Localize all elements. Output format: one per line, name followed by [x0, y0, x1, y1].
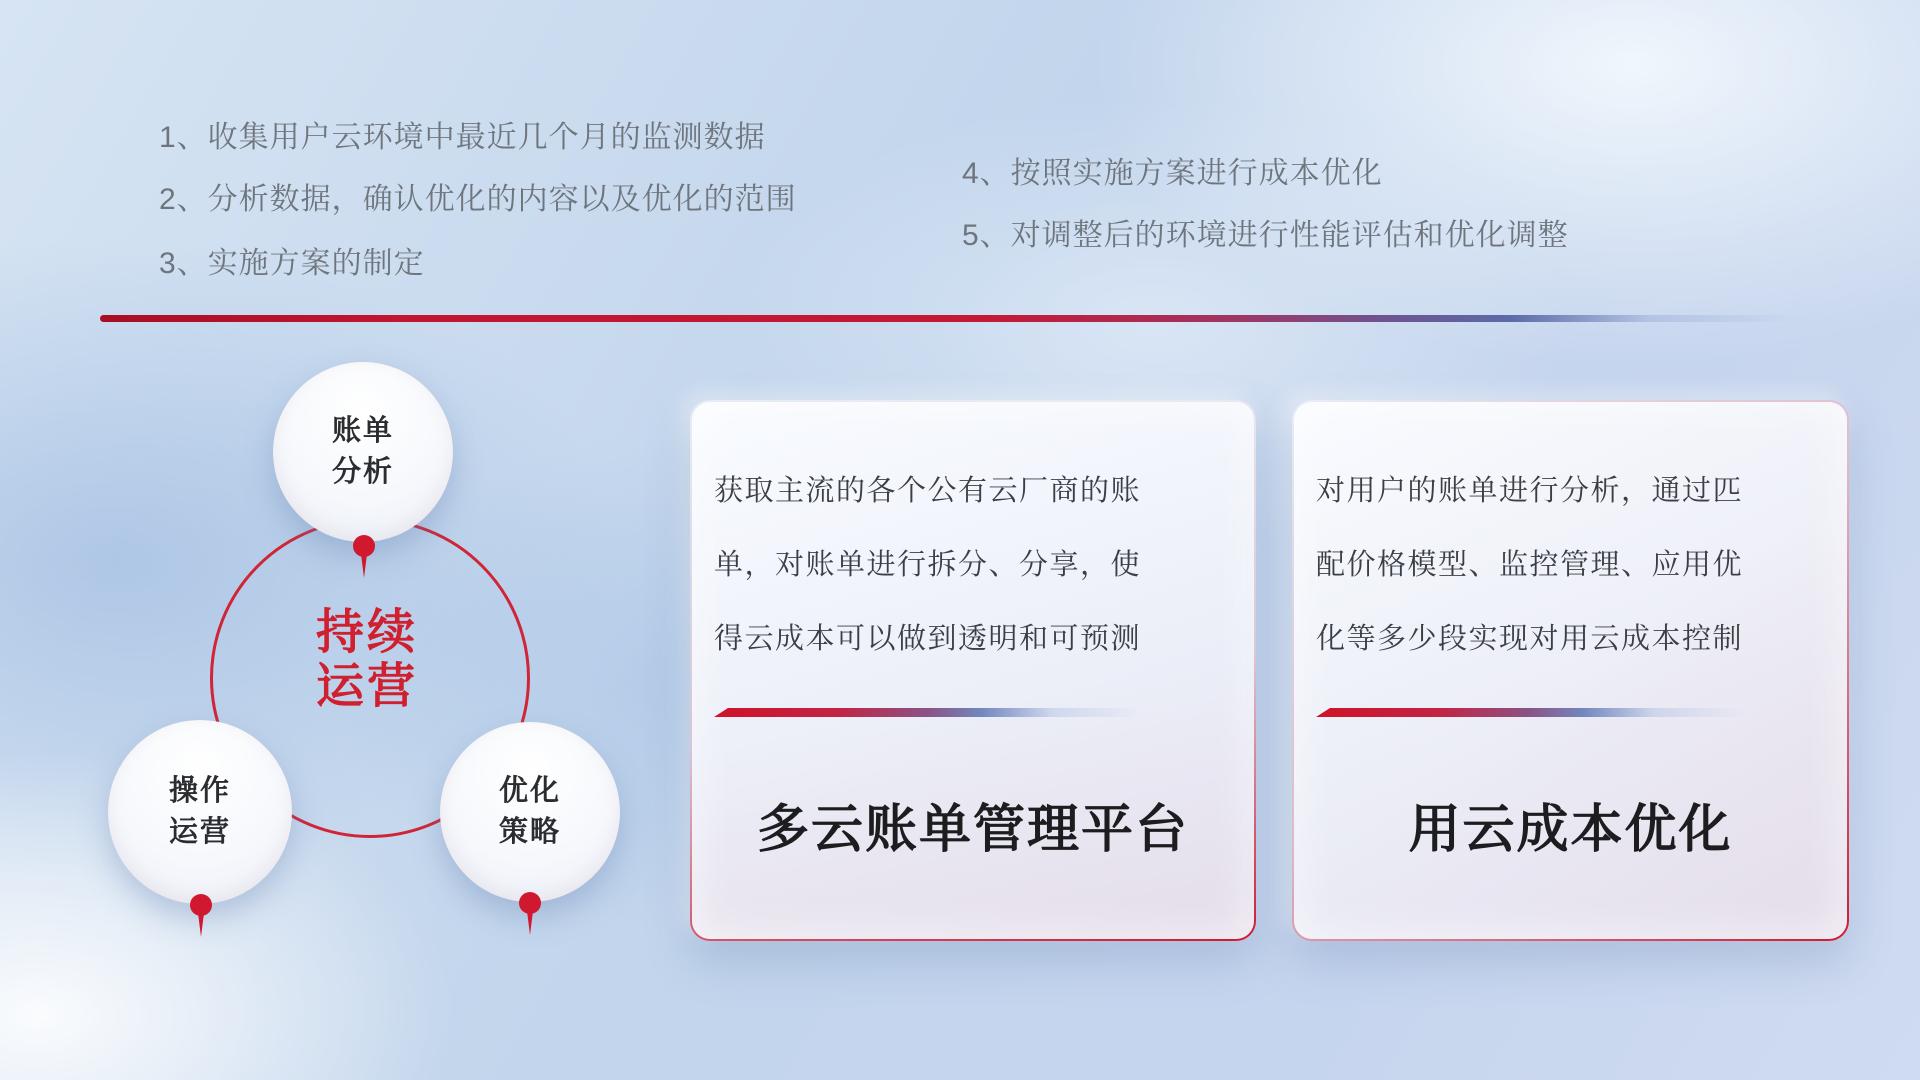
node-bill-analysis-line1: 账单 [331, 415, 394, 447]
node-bill-analysis [273, 362, 453, 542]
card-cost-body-line3: 化等多少段实现对用云成本控制 [1316, 623, 1744, 655]
cycle-center-label [247, 606, 487, 714]
node-operation-line2: 运营 [168, 816, 231, 848]
pointer-dot-icon [190, 894, 212, 916]
card-cost-body-line2: 配价格模型、监控管理、应用优 [1316, 549, 1744, 581]
step-item-3: 3、实施方案的制定 [159, 247, 425, 280]
card-billing-platform-title: 多云账单管理平台 [756, 801, 1189, 859]
card-divider [714, 708, 1159, 717]
card-cost-body-line1: 对用户的账单进行分析，通过匹 [1316, 475, 1744, 507]
cycle-center-line2: 运营 [315, 660, 418, 713]
card-billing-body-line2: 单，对账单进行拆分、分享，使 [714, 549, 1142, 581]
step-item-1: 1、收集用户云环境中最近几个月的监测数据 [159, 121, 766, 154]
cycle-center-line1: 持续 [315, 606, 418, 659]
step-item-4: 4、按照实施方案进行成本优化 [962, 157, 1383, 190]
step-item-2: 2、分析数据，确认优化的内容以及优化的范围 [159, 183, 797, 216]
node-bill-analysis-line2: 分析 [331, 456, 394, 488]
card-billing-platform [690, 400, 1256, 941]
node-operation-line1: 操作 [168, 775, 231, 807]
card-billing-body-line3: 得云成本可以做到透明和可预测 [714, 623, 1142, 655]
pointer-dot-icon [519, 892, 541, 914]
step-item-5: 5、对调整后的环境进行性能评估和优化调整 [962, 219, 1569, 252]
node-strategy-line1: 优化 [498, 775, 561, 807]
card-cost-optimization [1292, 400, 1849, 941]
node-operation [108, 720, 292, 904]
card-billing-platform-body [714, 454, 1234, 676]
pointer-dot-icon [353, 535, 375, 557]
card-cost-optimization-body [1316, 454, 1827, 676]
card-cost-optimization-title: 用云成本优化 [1408, 801, 1733, 859]
node-strategy [440, 722, 620, 902]
node-strategy-line2: 策略 [498, 816, 561, 848]
card-divider [1316, 708, 1761, 717]
card-billing-body-line1: 获取主流的各个公有云厂商的账 [714, 475, 1142, 507]
section-divider [100, 315, 1800, 322]
